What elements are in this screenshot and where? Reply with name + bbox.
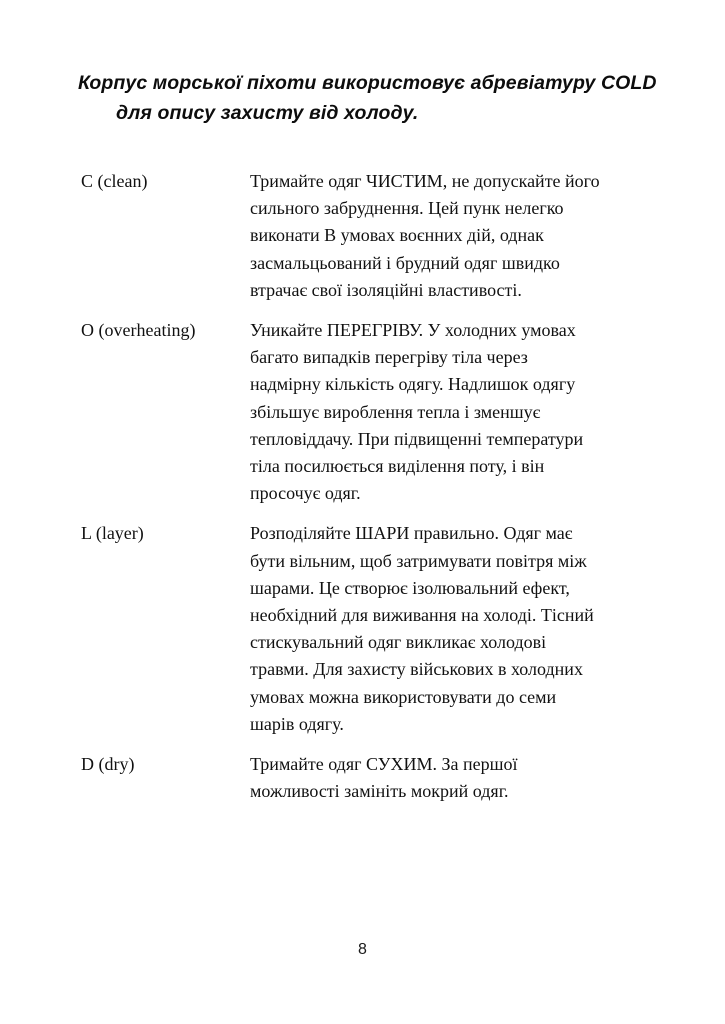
definition-description bbox=[250, 317, 653, 507]
text-line: бути вільним, щоб затримувати повітря між bbox=[250, 550, 587, 571]
text-line: багато випадків перегріву тіла через bbox=[250, 347, 528, 368]
text-line: шарами. Це створює ізолювальний ефект, bbox=[250, 577, 570, 598]
text-line: шарів одягу. bbox=[250, 713, 344, 734]
text-line: Розподіляйте ШАРИ правильно. Одяг має bbox=[250, 523, 573, 544]
text-line: умовах можна використовувати до семи bbox=[250, 686, 557, 707]
definition-entry-overheating bbox=[0, 317, 725, 507]
text-line: Тримайте одяг ЧИСТИМ, не допускайте його bbox=[250, 171, 600, 191]
text-line: стискувальний одяг викликає холодові bbox=[250, 632, 547, 653]
text-line: тіла посилюється виділення поту, і він bbox=[250, 456, 545, 477]
text-line: втрачає свої ізоляційні властивості. bbox=[250, 279, 522, 300]
definition-term: O (overheating) bbox=[81, 320, 196, 341]
definition-entry-layer bbox=[0, 520, 725, 738]
text-line: тепловіддачу. При підвищенні температури bbox=[250, 428, 584, 449]
text-line: збільшує вироблення тепла і зменшує bbox=[250, 401, 541, 422]
text-line: сильного забруднення. Цей пунк нелегко bbox=[250, 198, 564, 219]
page-number: 8 bbox=[358, 941, 367, 958]
page-title bbox=[78, 68, 657, 128]
text-line: можливості замініть мокрий одяг. bbox=[250, 781, 509, 802]
text-line: травми. Для захисту військових в холодних bbox=[250, 659, 583, 680]
text-line: надмірну кількість одягу. Надлишок одягу bbox=[250, 374, 576, 395]
text-line: необхідний для виживання на холоді. Тісний bbox=[250, 605, 594, 626]
text-line: засмальцьований і брудний одяг швидко bbox=[250, 252, 560, 273]
definition-entry-clean bbox=[0, 168, 725, 304]
text-line: Тримайте одяг СУХИМ. За першої bbox=[250, 754, 518, 775]
definition-description bbox=[250, 751, 653, 805]
definition-term: C (clean) bbox=[81, 171, 148, 191]
page-title-line-2: для опису захисту від холоду. bbox=[116, 102, 419, 124]
text-line: Уникайте ПЕРЕГРІВУ. У холодних умовах bbox=[250, 320, 576, 341]
definition-description bbox=[250, 520, 653, 738]
text-line: виконати В умовах воєнних дій, однак bbox=[250, 225, 544, 246]
definition-term: D (dry) bbox=[81, 754, 135, 775]
definition-list bbox=[0, 168, 725, 818]
page-title-line-1: Корпус морської піхоти використовує абревіатуру COLD bbox=[78, 72, 657, 94]
definition-term: L (layer) bbox=[81, 523, 144, 544]
definition-entry-dry bbox=[0, 751, 725, 805]
text-line: просочує одяг. bbox=[250, 483, 361, 504]
definition-description bbox=[250, 168, 653, 304]
